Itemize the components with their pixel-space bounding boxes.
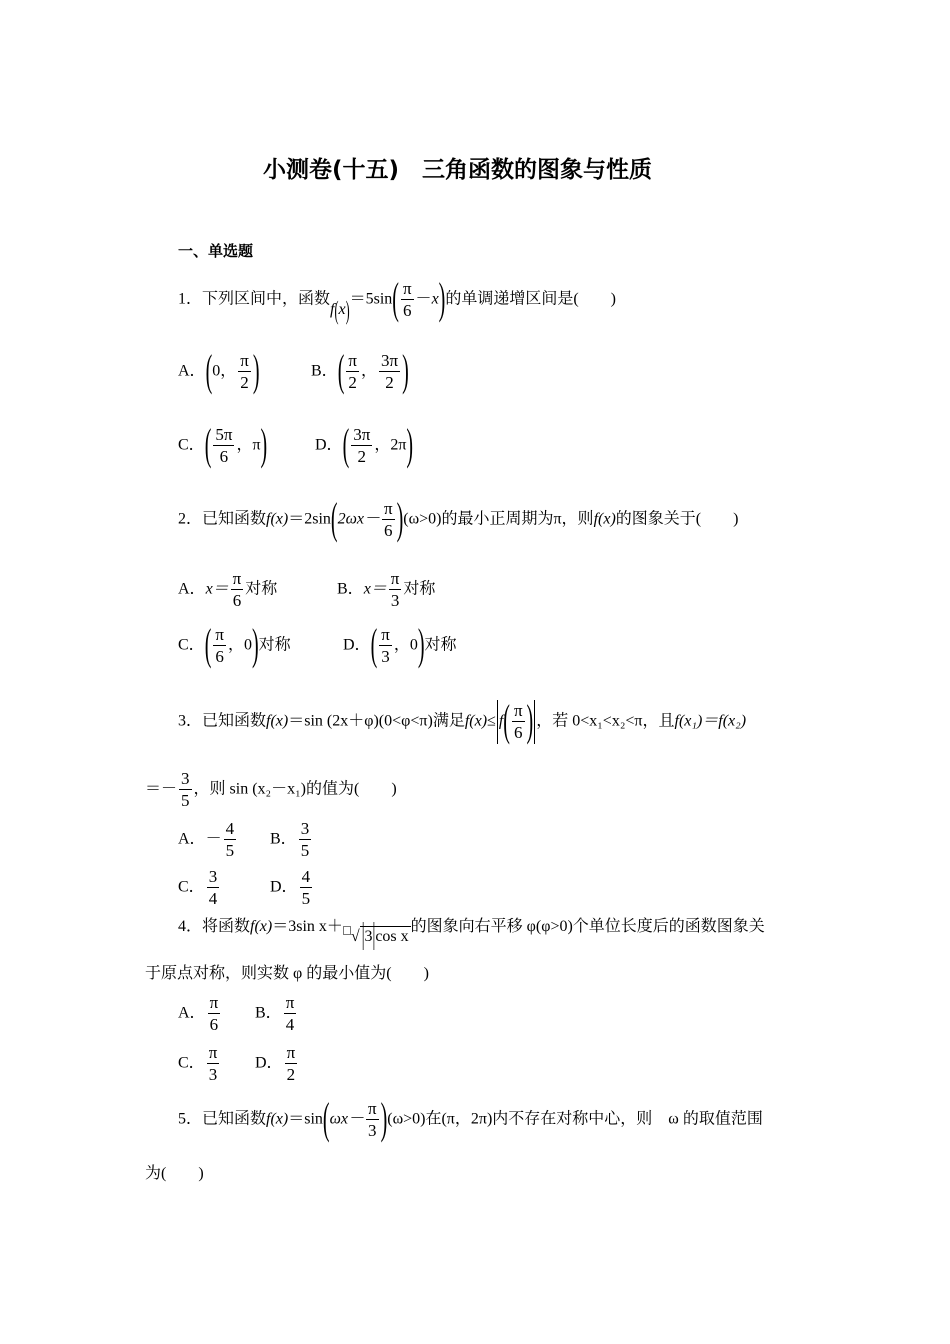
option-4b [255, 994, 298, 1034]
sqrt-expression: √ |3|cos x [343, 928, 411, 945]
option-label: B． [337, 580, 364, 598]
question-5-line2: 为( ) [145, 1165, 204, 1182]
question-text: 已知函数 [202, 1110, 267, 1128]
section-heading: 一、单选题 [178, 242, 254, 260]
math-var: x [338, 300, 346, 318]
fraction: $\frac{3}{5}$ [181, 769, 190, 810]
fraction: $\frac{\pi}{6}$ [215, 625, 224, 666]
option-label: D． [343, 636, 371, 654]
math-var: f [330, 300, 335, 318]
option-2d: D．( $\frac{\pi}{3}$ ，0)对称 [343, 621, 457, 671]
fraction: $\frac{\pi}{6}$ [513, 701, 523, 742]
option-2c: C．( $\frac{\pi}{6}$ ，0)对称 [178, 621, 291, 671]
option-3a: A．－ $\frac{4}{5}$ [178, 819, 235, 860]
question-text: (ω>0)的最小正周期为π，则 [403, 510, 594, 528]
fraction: $\frac{4}{5}$ [225, 819, 235, 860]
option-label: D． [270, 878, 298, 896]
math-text: ＝3sin x＋ [272, 918, 343, 935]
question-5: 5．已知函数f(x)＝sin(ωx－ $\frac{\pi}{3}$ )(ω>0)在(π，2π)内不存在对称中心，则 ω 的取值范围 [178, 1095, 763, 1145]
fraction: $\frac{\pi}{2}$ [348, 351, 357, 392]
option-label: A． [178, 362, 206, 380]
question-text: ，则 sin (x₂－x₁)的值为( ) [193, 780, 397, 798]
question-text: 已知函数 [202, 712, 267, 730]
fraction: $\frac{\pi}{4}$ [285, 993, 295, 1034]
question-text: 的图象关于( ) [615, 510, 739, 528]
question-text: 的图象向右平移 φ(φ>0)个单位长度后的函数图象关 [410, 918, 765, 935]
question-number: 3． [178, 712, 203, 730]
question-number: 5． [178, 1110, 203, 1128]
question-number: 2． [178, 510, 203, 528]
page-title: 小测卷(十五) 三角函数的图象与性质 [263, 157, 653, 183]
question-4: 4．将函数f(x)＝3sin x＋√ |3|cos x的图象向右平移 φ(φ>0)个单位长度后的函数图象关 [178, 918, 765, 953]
option-1a: A．(0， $\frac{\pi}{2}$ ) [178, 347, 260, 397]
question-text: (ω>0)在(π，2π)内不存在对称中心，则 ω 的取值范围 [387, 1110, 763, 1128]
question-text: 将函数 [202, 918, 251, 935]
fraction: $\frac{3\pi}{2}$ [353, 425, 371, 466]
fraction: $\frac{\pi}{3}$ [390, 569, 400, 610]
option-1b: B．( $\frac{\pi}{2}$ ， $\frac{3\pi}{2}$ ) [311, 347, 409, 397]
option-label: B． [255, 1004, 282, 1022]
option-3b [270, 820, 313, 860]
math-text: ＝2sin [288, 510, 331, 528]
option-label: B． [311, 362, 338, 380]
math-text: ＝5sin [349, 290, 393, 308]
option-2b: B．x＝ $\frac{\pi}{3}$ 对称 [337, 569, 436, 610]
fraction: $\frac{\pi}{3}$ [208, 1043, 218, 1084]
question-4-line2: 于原点对称，则实数 φ 的最小值为( ) [145, 965, 429, 982]
option-label: C． [178, 436, 205, 454]
option-4c [178, 1044, 221, 1084]
fraction: $\frac{4}{5}$ [301, 867, 311, 908]
fraction: $\frac{5\pi}{6}$ [215, 425, 233, 466]
fraction: $\frac{\pi}{6}$ [384, 499, 393, 540]
question-2: 2．已知函数f(x)＝2sin(2ωx－ $\frac{\pi}{6}$ )(ω>0)的最小正周期为π，则f(x)的图象关于( ) [178, 495, 739, 545]
option-label: D． [315, 436, 343, 454]
question-3: 3．已知函数f(x)＝sin (2x＋φ)(0<φ<π)满足f(x)≤ f( $\frac{\pi}{6}$ ) ，若 0<x₁<x₂<π，且f(x₁)＝f(x₂) [178, 697, 747, 747]
option-label: B． [270, 830, 297, 848]
option-4a [178, 994, 222, 1034]
fraction: $\frac{\pi}{3}$ [381, 625, 390, 666]
question-1: 1．下列区间中，函数f(x)＝5sin( $\frac{\pi}{6}$ －x)的单调递增区间是( ) [178, 275, 617, 326]
option-2a: A．x＝ $\frac{\pi}{6}$ 对称 [178, 569, 278, 610]
question-number: 4． [178, 918, 203, 935]
math-text: ＝sin (2x＋φ)(0<φ<π)满足 [288, 712, 465, 730]
math-var: f(x) [266, 510, 289, 528]
option-3c [178, 868, 221, 908]
option-3d [270, 868, 314, 908]
option-1d: D．( $\frac{3\pi}{2}$ ，2π) [315, 421, 414, 471]
option-label: A． [178, 580, 206, 598]
question-text: ，若 0<x₁<x₂<π，且 [536, 712, 675, 730]
fraction: $\frac{\pi}{3}$ [368, 1099, 377, 1140]
option-1c: C．( $\frac{5\pi}{6}$ ，π) [178, 421, 268, 471]
option-label: C． [178, 636, 205, 654]
fraction: $\frac{\pi}{2}$ [240, 351, 249, 392]
fraction: $\frac{\pi}{6}$ [402, 279, 412, 320]
option-label: C． [178, 1054, 205, 1072]
question-3-line2: ＝－ $\frac{3}{5}$ ，则 sin (x₂－x₁)的值为( ) [145, 769, 397, 810]
option-4d [255, 1044, 299, 1084]
placeholder-box-icon [343, 926, 351, 935]
math-text: ＝sin [288, 1110, 323, 1128]
fraction: $\frac{3}{4}$ [208, 867, 218, 908]
question-number: 1． [178, 290, 203, 308]
abs-bar-left [497, 700, 498, 744]
fraction: $\frac{3\pi}{2}$ [380, 351, 399, 392]
fraction: $\frac{3}{5}$ [300, 819, 310, 860]
question-text: 的单调递增区间是( ) [445, 290, 617, 308]
option-label: A． [178, 830, 206, 848]
option-label: C． [178, 878, 205, 896]
fraction: $\frac{\pi}{6}$ [209, 993, 219, 1034]
question-text: 已知函数 [202, 510, 267, 528]
option-label: D． [255, 1054, 283, 1072]
option-label: A． [178, 1004, 206, 1022]
question-text: 下列区间中，函数 [202, 290, 331, 308]
fraction: $\frac{\pi}{2}$ [286, 1043, 296, 1084]
fraction: $\frac{\pi}{6}$ [232, 569, 242, 610]
